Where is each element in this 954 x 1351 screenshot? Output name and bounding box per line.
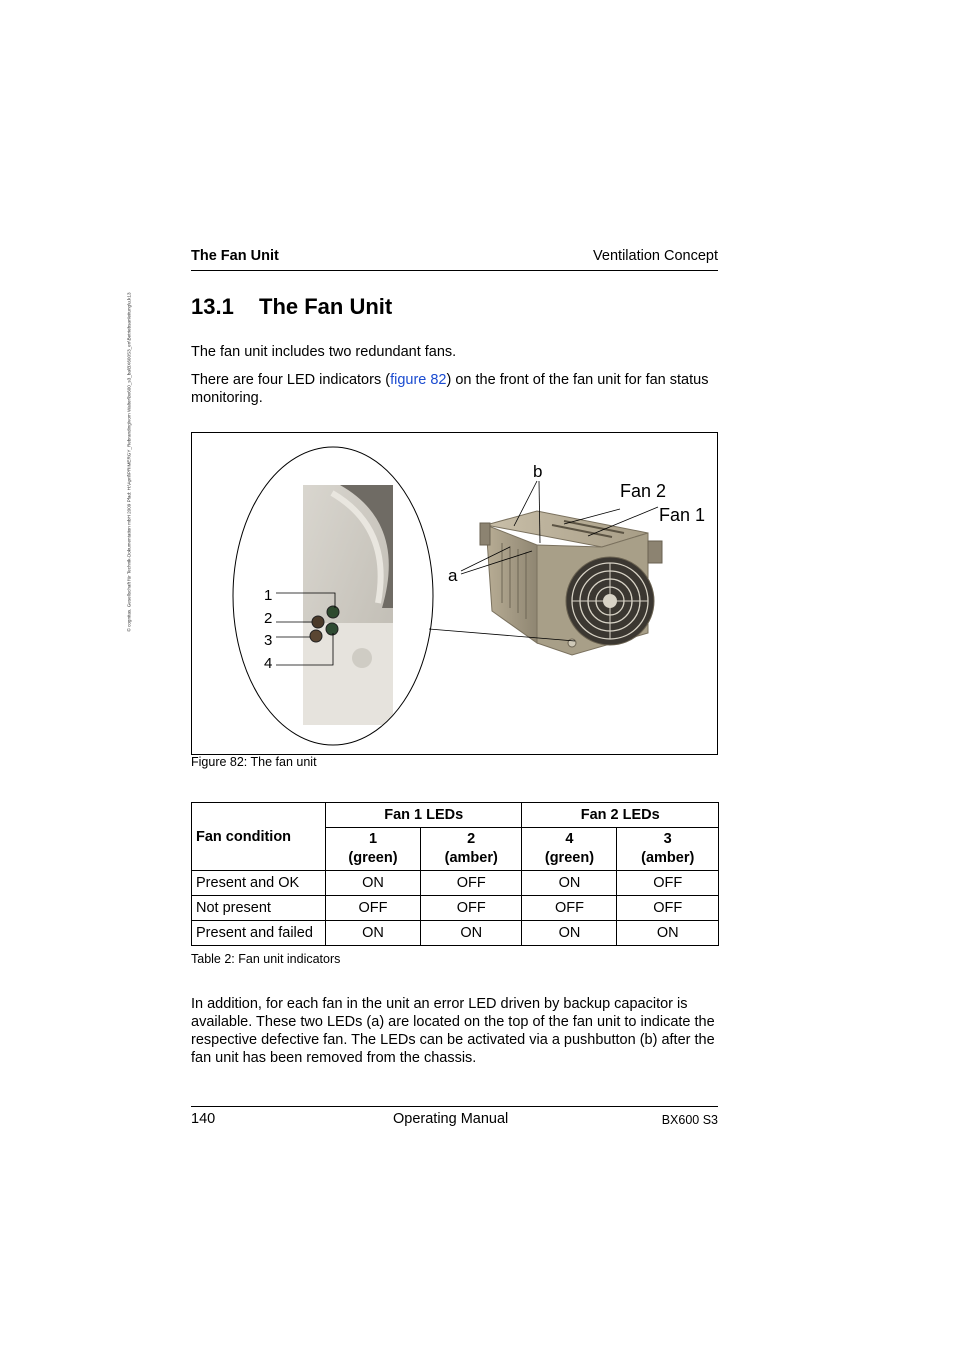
cell-led-3: OFF [617,896,719,921]
cell-led-4: ON [522,871,617,896]
fan-led-table [191,802,719,946]
row-condition: Not present [192,896,326,921]
figure-caption: Figure 82: The fan unit [191,755,317,769]
cell-led-4: ON [522,921,617,946]
cell-led-3: OFF [617,871,719,896]
cell-led-4: OFF [522,896,617,921]
header-fan2-leds: Fan 2 LEDs [522,803,719,828]
table-caption: Table 2: Fan unit indicators [191,952,341,966]
section-title: The Fan Unit [259,294,393,319]
cell-led-2: ON [420,921,522,946]
header-led-3: 3 (amber) [617,828,719,871]
side-note [122,242,136,682]
figure-82-link[interactable]: figure 82 [390,372,447,388]
fan-unit-illustration [192,433,717,754]
label-fan-1: Fan 1 [659,505,706,525]
label-b-pushbutton: b [533,462,543,481]
header-led-4: 4 (green) [522,828,617,871]
label-led-1: 1 [264,587,273,604]
table-row [192,871,719,896]
label-led-4: 4 [264,655,273,672]
page-footer [191,1106,718,1127]
page-number: 140 [191,1111,216,1127]
footer-product-name: BX600 S3 [661,1113,718,1127]
fan-unit-photo [480,511,662,655]
cell-led-3: ON [617,921,719,946]
label-fan-2: Fan 2 [620,481,667,501]
label-led-3: 3 [264,632,273,649]
header-fan1-leds: Fan 1 LEDs [326,803,522,828]
header-section-title: Ventilation Concept [593,248,718,264]
label-a-error-leds: a [448,566,458,585]
intro-text-after-link: ) on the front of the fan unit for fan status monitoring. [191,372,709,406]
section-heading [191,294,392,320]
cell-led-1: ON [326,921,421,946]
table-row [192,896,719,921]
table-header-row [192,803,719,828]
cell-led-2: OFF [420,896,522,921]
table-row [192,921,719,946]
footer-manual-title: Operating Manual [393,1111,509,1127]
row-condition: Present and OK [192,871,326,896]
label-led-2: 2 [264,610,273,627]
intro-paragraph-1: The fan unit includes two redundant fans. [191,344,457,360]
side-note-text: © cognitas. Gesellschaft für Technik-Dokumentation mbH 2009 Pfad: H:\April\PRIMERGY_Rebranding\vom Walter\bx600_s3_ba\BX600S3_en\Betriebsanleitung\u.k13 [126,292,132,632]
intro-paragraph-2 [191,371,721,407]
header-fan-condition: Fan condition [192,803,326,871]
cell-led-1: ON [326,871,421,896]
row-condition: Present and failed [192,921,326,946]
figure-fan-unit [191,432,718,755]
header-chapter-title: The Fan Unit [191,248,279,264]
header-led-2: 2 (amber) [420,828,522,871]
cell-led-1: OFF [326,896,421,921]
intro-text-before-link: There are four LED indicators ( [191,372,391,388]
cell-led-2: OFF [420,871,522,896]
section-number: 13.1 [191,294,234,319]
running-header [191,248,718,271]
header-led-1: 1 (green) [326,828,421,871]
body-paragraph: In addition, for each fan in the unit an error LED driven by backup capacitor is available. These two LEDs (a) are located on the top of the fan unit to indicate the respective defective fan. The LEDs can be activated via a pushbutton (b) after the fan unit has been removed from the chassis. [191,996,715,1066]
led-closeup [303,485,393,725]
